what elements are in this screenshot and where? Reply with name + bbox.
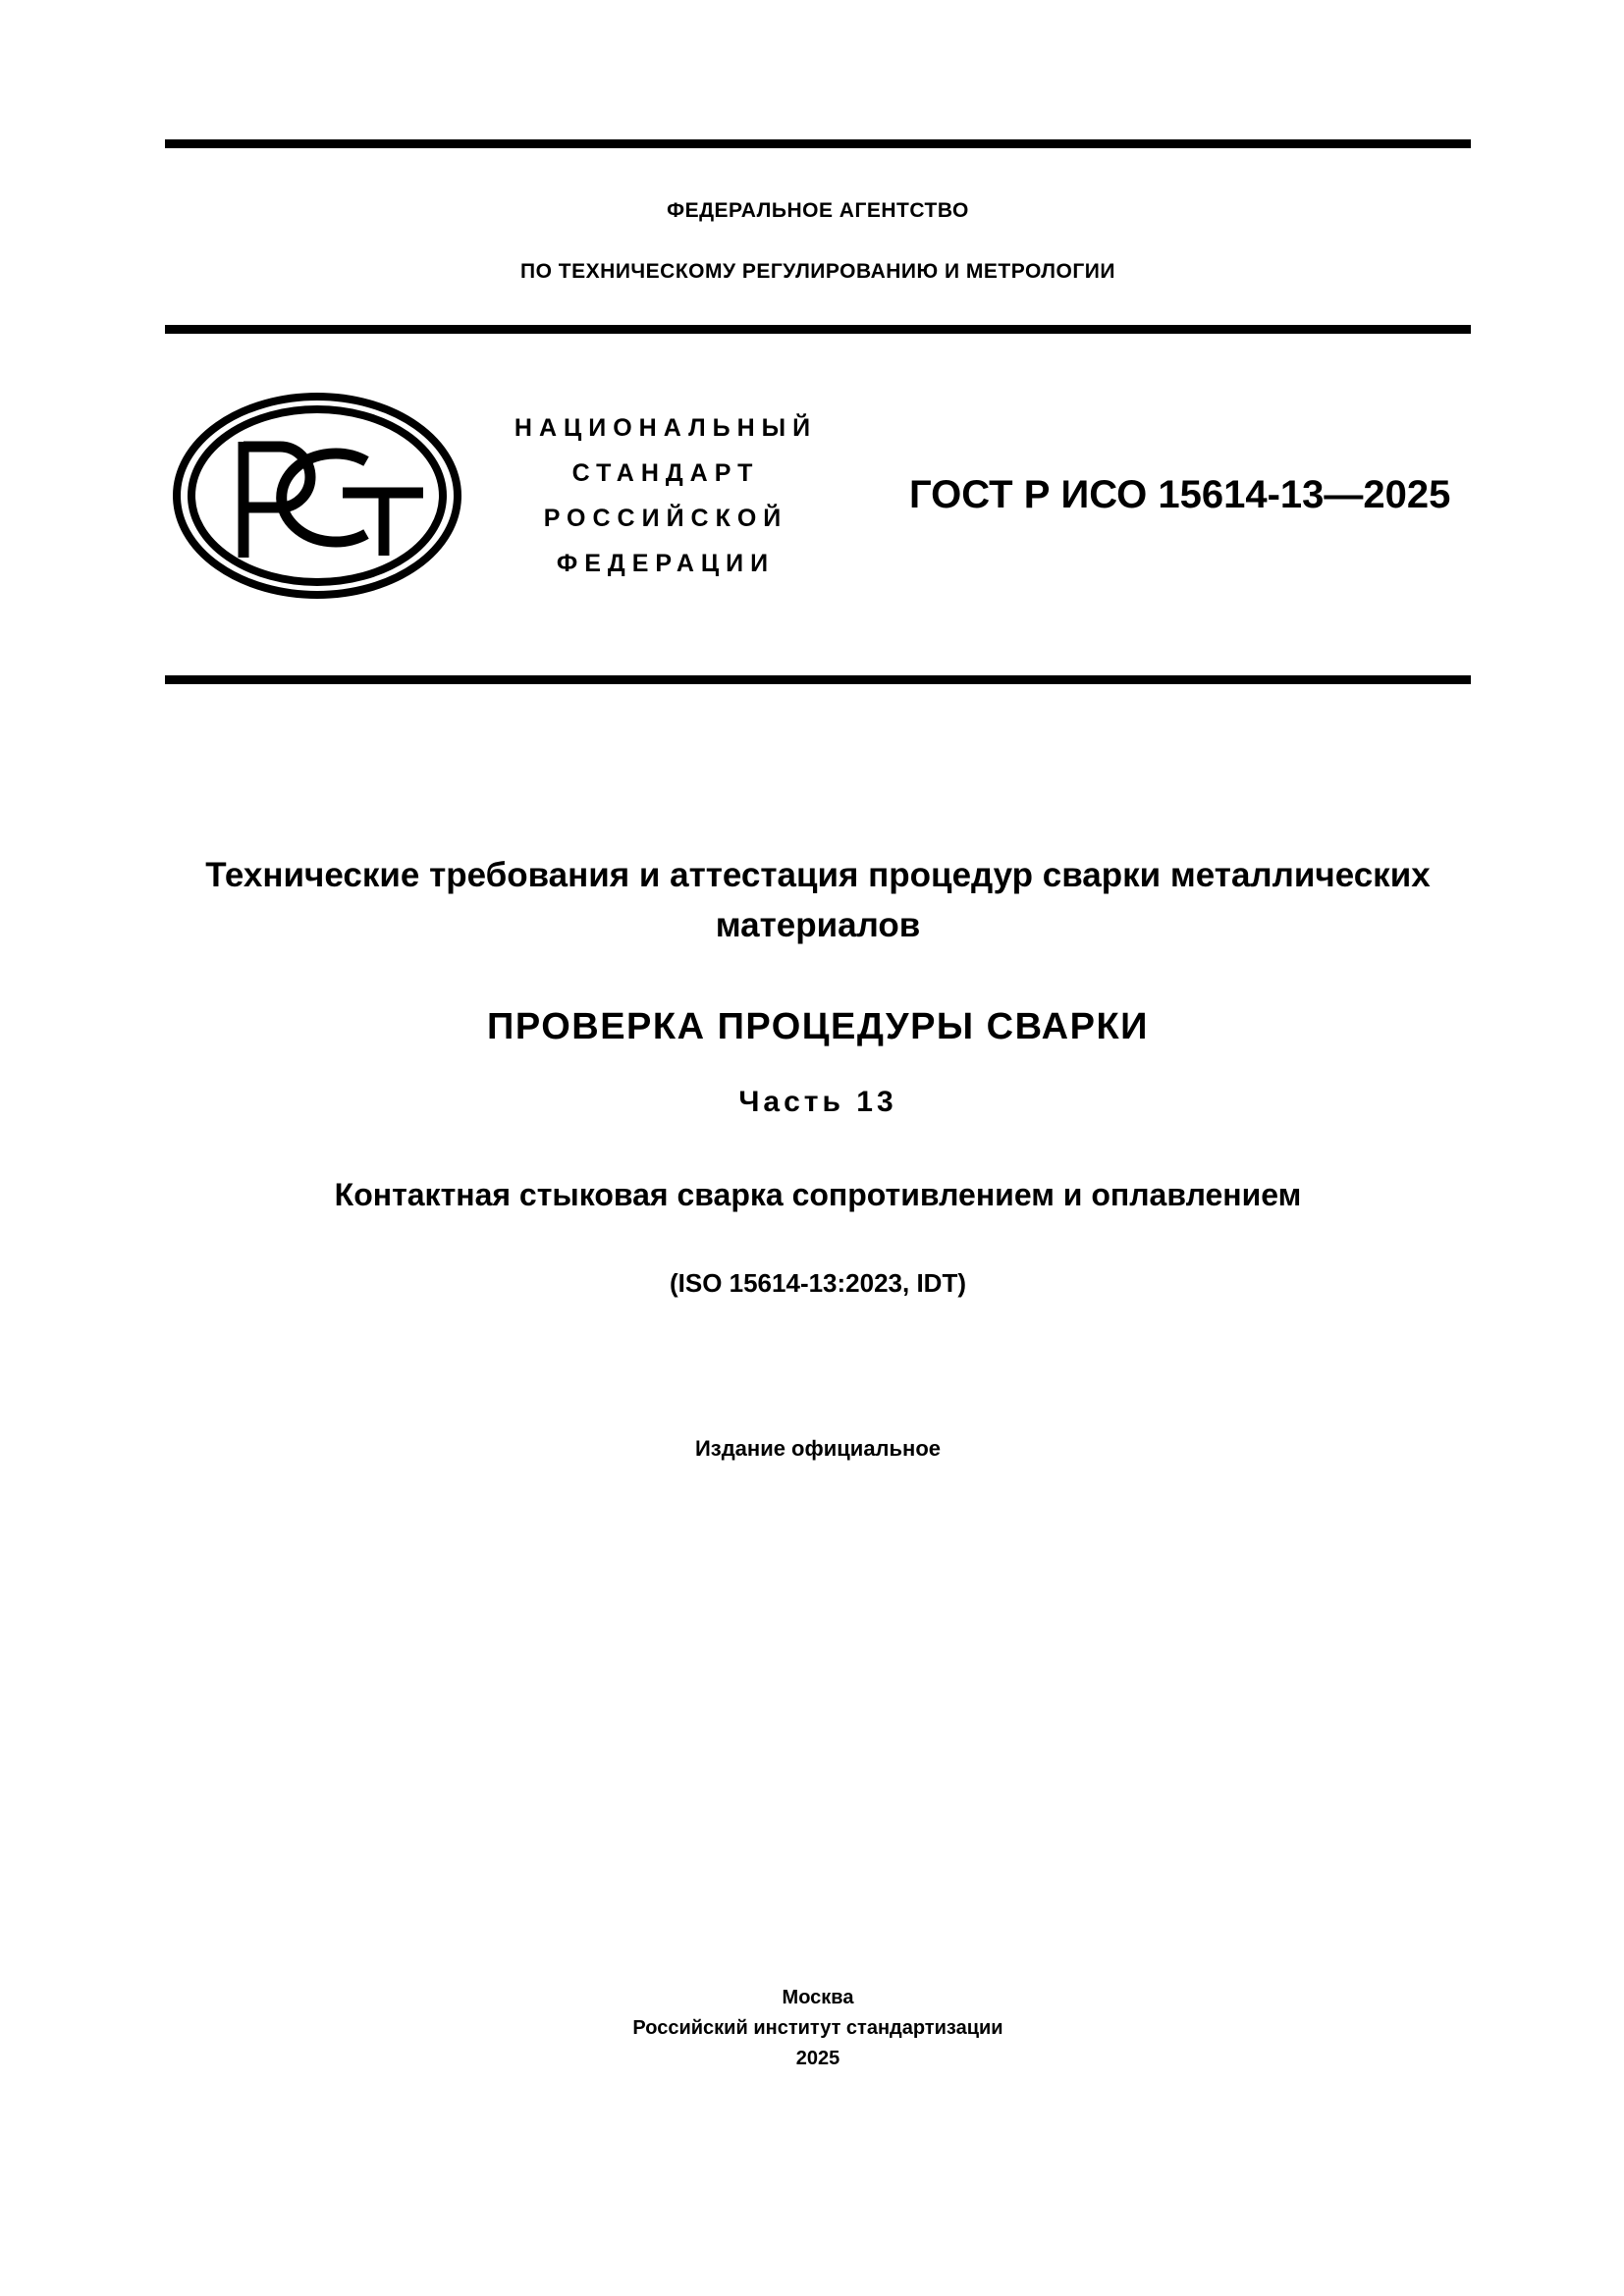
emblem-band: [165, 334, 1471, 638]
document-title: Технические требования и аттестация процедур сварки металлических материалов: [205, 856, 1431, 944]
agency-block: [165, 199, 1471, 284]
national-standard-line-1: НАЦИОНАЛЬНЫЙ: [514, 413, 818, 442]
top-rule: [165, 139, 1471, 148]
iso-reference: (ISO 15614-13:2023, IDT): [669, 1267, 967, 1298]
title-block: [165, 851, 1471, 1462]
page-content: [165, 0, 1471, 2296]
part-label: Часть 13: [738, 1085, 897, 1118]
national-standard-line-2: СТАНДАРТ: [571, 458, 760, 487]
national-standard-label: [469, 405, 862, 587]
national-standard-line-3: РОССИЙСКОЙ: [543, 505, 788, 532]
imprint-city: Москва: [782, 1987, 854, 2008]
document-subtitle: ПРОВЕРКА ПРОЦЕДУРЫ СВАРКИ: [487, 1005, 1149, 1047]
rst-gost-emblem-icon: [165, 391, 469, 602]
agency-line-1: ФЕДЕРАЛЬНОЕ АГЕНТСТВО: [667, 199, 969, 222]
standard-number: ГОСТ Р ИСО 15614-13—2025: [909, 473, 1451, 517]
bottom-rule: [165, 675, 1471, 684]
imprint-year: 2025: [795, 2048, 840, 2069]
imprint-publisher: Российский институт стандартизации: [632, 2017, 1003, 2039]
imprint: [165, 1983, 1471, 2074]
agency-line-2: ПО ТЕХНИЧЕСКОМУ РЕГУЛИРОВАНИЮ И МЕТРОЛОГИИ: [520, 260, 1115, 283]
official-edition-label: Издание официальное: [694, 1435, 942, 1461]
middle-rule: [165, 325, 1471, 334]
national-standard-line-4: ФЕДЕРАЦИИ: [556, 550, 776, 578]
part-description: Контактная стыковая сварка сопротивлением и оплавлением: [334, 1176, 1302, 1212]
